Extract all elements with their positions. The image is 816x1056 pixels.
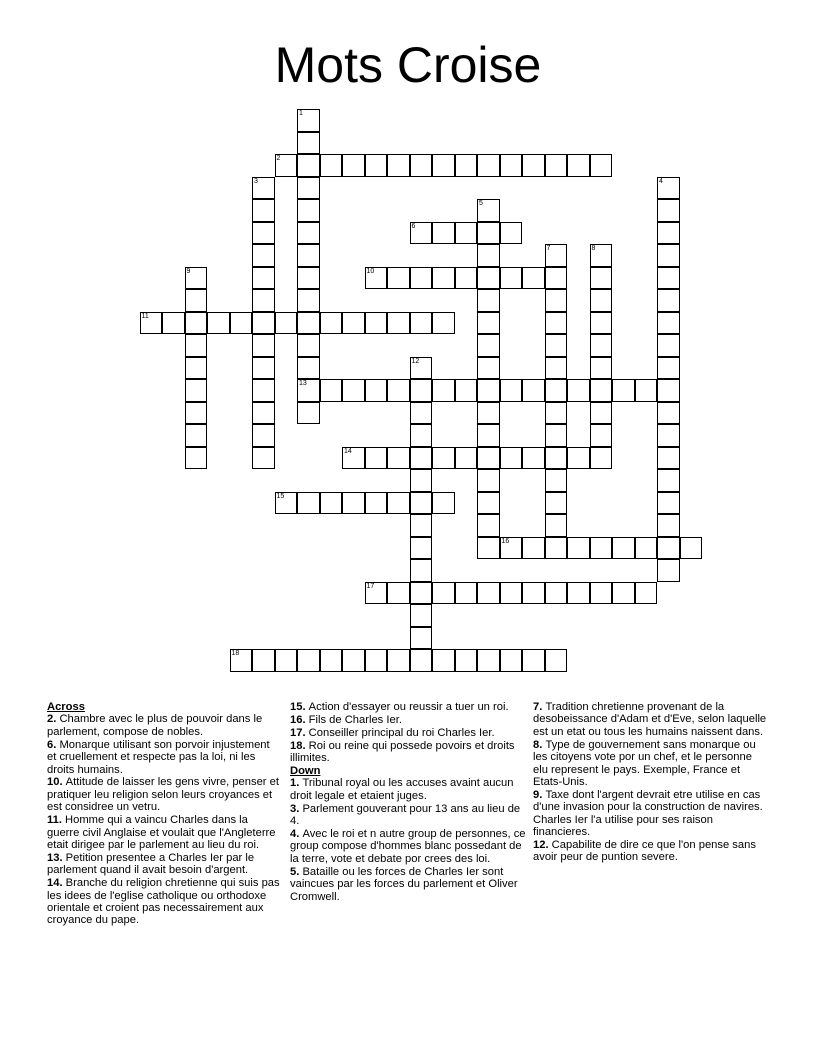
grid-cell[interactable] xyxy=(410,447,433,470)
grid-cell[interactable] xyxy=(657,334,680,357)
grid-cell[interactable] xyxy=(365,267,388,290)
grid-cell[interactable] xyxy=(657,289,680,312)
grid-cell[interactable] xyxy=(297,132,320,155)
grid-cell[interactable] xyxy=(500,154,523,177)
grid-cell[interactable] xyxy=(297,222,320,245)
grid-cell[interactable] xyxy=(522,582,545,605)
grid-cell[interactable] xyxy=(635,582,658,605)
grid-cell[interactable] xyxy=(680,537,703,560)
grid-cell[interactable] xyxy=(252,177,275,200)
grid-cell[interactable] xyxy=(297,199,320,222)
grid-cell[interactable] xyxy=(252,199,275,222)
grid-cell[interactable] xyxy=(252,267,275,290)
clue-number: 18. xyxy=(290,739,309,752)
grid-cell[interactable] xyxy=(410,402,433,425)
clue-text: Bataille ou les forces de Charles Ier sont vaincues par les forces du parlement et Oliver Cromwell. xyxy=(290,865,518,903)
clue-number: 10. xyxy=(47,776,66,789)
grid-cell[interactable] xyxy=(657,447,680,470)
cell-number: 2 xyxy=(276,155,281,162)
grid-cell[interactable] xyxy=(477,402,500,425)
grid-cell[interactable] xyxy=(455,649,478,672)
grid-cell[interactable] xyxy=(410,559,433,582)
grid-cell[interactable] xyxy=(455,379,478,402)
grid-cell[interactable] xyxy=(252,447,275,470)
grid-cell[interactable] xyxy=(567,379,590,402)
grid-cell[interactable] xyxy=(567,582,590,605)
grid-cell[interactable] xyxy=(590,334,613,357)
grid-cell[interactable] xyxy=(410,604,433,627)
grid-cell[interactable] xyxy=(410,379,433,402)
cell-number: 1 xyxy=(299,110,303,117)
grid-cell[interactable] xyxy=(185,379,208,402)
grid-cell[interactable] xyxy=(185,447,208,470)
clue-item xyxy=(47,739,281,776)
clue-number: 6. xyxy=(47,738,60,751)
grid-cell[interactable] xyxy=(657,469,680,492)
grid-cell[interactable] xyxy=(252,334,275,357)
grid-cell[interactable] xyxy=(410,154,433,177)
grid-cell[interactable] xyxy=(477,492,500,515)
grid-cell[interactable] xyxy=(590,379,613,402)
grid-cell[interactable] xyxy=(500,222,523,245)
grid-cell[interactable] xyxy=(657,514,680,537)
grid-cell[interactable] xyxy=(590,537,613,560)
grid-cell[interactable] xyxy=(545,379,568,402)
grid-cell[interactable] xyxy=(365,649,388,672)
grid-cell[interactable] xyxy=(477,199,500,222)
cell-number: 17 xyxy=(366,582,375,590)
clue-number: 12. xyxy=(533,838,552,851)
grid-cell[interactable] xyxy=(387,379,410,402)
clue-text: Branche du religion chretienne qui suis pas les idees de l'eglise catholique ou orthodoxe orientale et croient pas necessairement aux croyance du pape. xyxy=(47,877,280,927)
grid-cell[interactable] xyxy=(320,492,343,515)
grid-cell[interactable] xyxy=(477,244,500,267)
grid-cell[interactable] xyxy=(432,312,455,335)
grid-cell[interactable] xyxy=(657,379,680,402)
grid-cell[interactable] xyxy=(185,402,208,425)
grid-cell[interactable] xyxy=(612,582,635,605)
grid-cell[interactable] xyxy=(162,312,185,335)
grid-cell[interactable] xyxy=(275,649,298,672)
grid-cell[interactable] xyxy=(522,537,545,560)
grid-cell[interactable] xyxy=(365,492,388,515)
grid-cell[interactable] xyxy=(500,379,523,402)
grid-cell[interactable] xyxy=(432,267,455,290)
grid-cell[interactable] xyxy=(590,402,613,425)
grid-cell[interactable] xyxy=(297,334,320,357)
grid-cell[interactable] xyxy=(455,447,478,470)
clue-item xyxy=(533,789,769,839)
grid-cell[interactable] xyxy=(657,177,680,200)
cell-number: 9 xyxy=(186,267,191,275)
grid-cell[interactable] xyxy=(387,649,410,672)
grid-cell[interactable] xyxy=(477,154,500,177)
grid-cell[interactable] xyxy=(657,537,680,560)
grid-cell[interactable] xyxy=(410,514,433,537)
grid-cell[interactable] xyxy=(500,447,523,470)
grid-cell[interactable] xyxy=(410,649,433,672)
grid-cell[interactable] xyxy=(432,154,455,177)
grid-cell[interactable] xyxy=(387,312,410,335)
grid-cell[interactable] xyxy=(320,649,343,672)
clues-column-2 xyxy=(290,701,528,904)
clue-text: Attitude de laisser les gens vivre, penser et pratiquer leu religion selon leurs croyances et est considree un vetru. xyxy=(47,776,279,814)
grid-cell[interactable] xyxy=(657,492,680,515)
cell-number: 8 xyxy=(591,245,596,252)
grid-cell[interactable] xyxy=(252,649,275,672)
clue-item xyxy=(290,701,528,713)
grid-cell[interactable] xyxy=(432,222,455,245)
grid-cell[interactable] xyxy=(657,267,680,290)
clue-item xyxy=(47,713,281,738)
clue-number: 14. xyxy=(47,877,66,890)
grid-cell[interactable] xyxy=(410,424,433,447)
clue-item xyxy=(47,776,281,813)
grid-cell[interactable] xyxy=(545,582,568,605)
grid-cell[interactable] xyxy=(410,537,433,560)
grid-cell[interactable] xyxy=(500,267,523,290)
grid-cell[interactable] xyxy=(522,447,545,470)
grid-cell[interactable] xyxy=(387,447,410,470)
grid-cell[interactable] xyxy=(275,312,298,335)
grid-cell[interactable] xyxy=(590,582,613,605)
clue-number: 9. xyxy=(533,788,546,801)
grid-cell[interactable] xyxy=(342,154,365,177)
down-heading: Down xyxy=(290,765,321,778)
grid-cell[interactable] xyxy=(387,267,410,290)
grid-cell[interactable] xyxy=(477,424,500,447)
grid-cell[interactable] xyxy=(410,582,433,605)
grid-cell[interactable] xyxy=(252,357,275,380)
grid-cell[interactable] xyxy=(252,379,275,402)
grid-cell[interactable] xyxy=(410,312,433,335)
clue-number: 7. xyxy=(533,701,546,713)
grid-cell[interactable] xyxy=(297,649,320,672)
grid-cell[interactable] xyxy=(567,537,590,560)
grid-cell[interactable] xyxy=(342,492,365,515)
cell-number: 4 xyxy=(659,177,663,185)
grid-cell[interactable] xyxy=(545,312,568,335)
clue-number: 17. xyxy=(290,726,309,739)
grid-cell[interactable] xyxy=(500,649,523,672)
grid-cell[interactable] xyxy=(297,492,320,515)
clue-text: Avec le roi et n autre group de personnes, ce group compose d'hommes blanc possedant de la terre, vote et debate por crees des loi. xyxy=(290,828,526,865)
clue-number: 3. xyxy=(290,802,303,815)
grid-cell[interactable] xyxy=(297,312,320,335)
clue-text: Conseiller principal du roi Charles Ier. xyxy=(308,726,495,739)
cell-number: 12 xyxy=(411,357,420,365)
clue-item xyxy=(290,777,528,802)
grid-cell[interactable] xyxy=(657,222,680,245)
grid-cell[interactable] xyxy=(297,379,320,402)
grid-cell[interactable] xyxy=(590,357,613,380)
grid-cell[interactable] xyxy=(545,514,568,537)
grid-cell[interactable] xyxy=(297,289,320,312)
clue-item xyxy=(290,803,528,828)
page-title: Mots Croise xyxy=(274,37,542,93)
grid-cell[interactable] xyxy=(297,244,320,267)
cell-number: 5 xyxy=(479,200,483,207)
clue-item xyxy=(47,852,281,877)
clue-number: 15. xyxy=(290,701,309,713)
grid-cell[interactable] xyxy=(342,447,365,470)
grid-cell[interactable] xyxy=(252,402,275,425)
clues-column-3 xyxy=(533,701,769,864)
cell-number: 18 xyxy=(231,650,240,657)
grid-cell[interactable] xyxy=(410,222,433,245)
clue-item xyxy=(290,866,528,903)
clue-item xyxy=(290,828,528,865)
grid-cell[interactable] xyxy=(477,357,500,380)
grid-cell[interactable] xyxy=(410,357,433,380)
grid-cell[interactable] xyxy=(657,199,680,222)
grid-cell[interactable] xyxy=(477,514,500,537)
grid-cell[interactable] xyxy=(657,244,680,267)
grid-cell[interactable] xyxy=(252,222,275,245)
clues-column-1 xyxy=(47,701,281,927)
grid-cell[interactable] xyxy=(230,312,253,335)
cell-number: 16 xyxy=(501,537,510,545)
clue-text: Chambre avec le plus de pouvoir dans le parlement, compose de nobles. xyxy=(47,713,263,738)
grid-cell[interactable] xyxy=(432,379,455,402)
clue-item xyxy=(47,877,281,927)
grid-cell[interactable] xyxy=(522,649,545,672)
grid-cell[interactable] xyxy=(545,289,568,312)
grid-cell[interactable] xyxy=(590,312,613,335)
grid-cell[interactable] xyxy=(185,312,208,335)
grid-cell[interactable] xyxy=(590,424,613,447)
grid-cell[interactable] xyxy=(545,469,568,492)
grid-cell[interactable] xyxy=(320,154,343,177)
grid-cell[interactable] xyxy=(432,492,455,515)
grid-cell[interactable] xyxy=(275,154,298,177)
cell-number: 15 xyxy=(276,492,285,500)
grid-cell[interactable] xyxy=(500,582,523,605)
grid-cell[interactable] xyxy=(455,267,478,290)
grid-cell[interactable] xyxy=(590,154,613,177)
grid-cell[interactable] xyxy=(545,447,568,470)
grid-cell[interactable] xyxy=(477,447,500,470)
grid-cell[interactable] xyxy=(410,492,433,515)
grid-cell[interactable] xyxy=(545,649,568,672)
clue-text: Homme qui a vaincu Charles dans la guerre civil Anglaise et voulait que l'Angleterre etait dirigee par le parlement au lieu du roi. xyxy=(47,814,276,851)
clue-text: Capabilite de dire ce que l'on pense sans avoir peur de puntion severe. xyxy=(533,838,756,864)
clue-number: 5. xyxy=(290,865,303,878)
grid-cell[interactable] xyxy=(477,379,500,402)
grid-cell[interactable] xyxy=(365,154,388,177)
grid-cell[interactable] xyxy=(320,312,343,335)
grid-cell[interactable] xyxy=(612,537,635,560)
grid-cell[interactable] xyxy=(477,649,500,672)
clue-item xyxy=(290,740,528,765)
clue-text: Tradition chretienne provenant de la desobeissance d'Adam et d'Eve, selon laquelle est un etat ou tous les humains naissent dans. xyxy=(533,701,767,738)
grid-cell[interactable] xyxy=(297,154,320,177)
grid-cell[interactable] xyxy=(410,267,433,290)
grid-cell[interactable] xyxy=(252,424,275,447)
grid-cell[interactable] xyxy=(365,312,388,335)
clue-item xyxy=(533,739,769,789)
grid-cell[interactable] xyxy=(455,154,478,177)
clue-number: 13. xyxy=(47,851,66,864)
grid-cell[interactable] xyxy=(477,334,500,357)
grid-cell[interactable] xyxy=(365,447,388,470)
grid-cell[interactable] xyxy=(455,222,478,245)
grid-cell[interactable] xyxy=(252,244,275,267)
grid-cell[interactable] xyxy=(590,244,613,267)
grid-cell[interactable] xyxy=(545,154,568,177)
grid-cell[interactable] xyxy=(545,402,568,425)
grid-cell[interactable] xyxy=(185,357,208,380)
grid-cell[interactable] xyxy=(477,222,500,245)
cell-number: 13 xyxy=(299,380,307,387)
clue-number: 1. xyxy=(290,777,303,790)
grid-cell[interactable] xyxy=(455,582,478,605)
grid-cell[interactable] xyxy=(477,582,500,605)
clue-text: Tribunal royal ou les accuses avaint aucun droit legale et etaient juges. xyxy=(290,777,514,802)
grid-cell[interactable] xyxy=(522,154,545,177)
clue-item xyxy=(533,839,769,864)
grid-cell[interactable] xyxy=(387,582,410,605)
grid-cell[interactable] xyxy=(410,627,433,650)
grid-cell[interactable] xyxy=(230,649,253,672)
clue-text: Type de gouvernement sans monarque ou les citoyens vote por un chef, et le personne elu represent le pays. Exemple, France et Etats-Unis. xyxy=(533,738,756,788)
clue-text: Roi ou reine qui possede povoirs et droits illimites. xyxy=(290,739,515,765)
grid-cell[interactable] xyxy=(297,267,320,290)
grid-cell[interactable] xyxy=(545,537,568,560)
grid-cell[interactable] xyxy=(432,582,455,605)
grid-cell[interactable] xyxy=(545,424,568,447)
grid-cell[interactable] xyxy=(567,447,590,470)
grid-cell[interactable] xyxy=(297,109,320,132)
grid-cell[interactable] xyxy=(140,312,163,335)
grid-cell[interactable] xyxy=(635,379,658,402)
clue-number: 2. xyxy=(47,713,60,726)
clue-number: 11. xyxy=(47,814,66,827)
grid-cell[interactable] xyxy=(342,312,365,335)
clue-number: 8. xyxy=(533,738,546,751)
grid-cell[interactable] xyxy=(657,357,680,380)
cell-number: 7 xyxy=(546,245,551,252)
grid-cell[interactable] xyxy=(297,357,320,380)
grid-cell[interactable] xyxy=(185,267,208,290)
grid-cell[interactable] xyxy=(590,267,613,290)
clue-number: 16. xyxy=(290,713,309,726)
grid-cell[interactable] xyxy=(252,312,275,335)
grid-cell[interactable] xyxy=(342,649,365,672)
grid-cell[interactable] xyxy=(185,334,208,357)
cell-number: 10 xyxy=(366,267,375,275)
grid-cell[interactable] xyxy=(477,537,500,560)
grid-cell[interactable] xyxy=(635,537,658,560)
cell-number: 3 xyxy=(254,177,258,185)
grid-cell[interactable] xyxy=(297,402,320,425)
grid-cell[interactable] xyxy=(297,177,320,200)
across-heading: Across xyxy=(47,701,85,713)
grid-cell[interactable] xyxy=(477,312,500,335)
clue-text: Action d'essayer ou reussir a tuer un roi. xyxy=(308,701,509,713)
clue-item xyxy=(290,727,528,739)
grid-cell[interactable] xyxy=(185,289,208,312)
grid-cell[interactable] xyxy=(657,559,680,582)
grid-cell[interactable] xyxy=(477,469,500,492)
grid-cell[interactable] xyxy=(590,289,613,312)
grid-cell[interactable] xyxy=(545,244,568,267)
grid-cell[interactable] xyxy=(500,537,523,560)
clue-number: 4. xyxy=(290,828,303,841)
grid-cell[interactable] xyxy=(387,492,410,515)
clue-text: Petition presentee a Charles Ier par le parlement quand il avait besoin d'argent. xyxy=(47,851,255,877)
grid-cell[interactable] xyxy=(477,267,500,290)
grid-cell[interactable] xyxy=(657,424,680,447)
grid-cell[interactable] xyxy=(432,447,455,470)
grid-cell[interactable] xyxy=(522,267,545,290)
grid-cell[interactable] xyxy=(275,492,298,515)
grid-cell[interactable] xyxy=(252,289,275,312)
grid-cell[interactable] xyxy=(410,469,433,492)
grid-cell[interactable] xyxy=(477,289,500,312)
clue-text: Monarque utilisant son porvoir injustement et cruellement et respecte pas la loi, ni les droits humains. xyxy=(47,738,270,776)
clue-item xyxy=(533,701,769,738)
cell-number: 6 xyxy=(411,222,416,230)
grid-cell[interactable] xyxy=(342,379,365,402)
grid-cell[interactable] xyxy=(612,379,635,402)
cell-number: 14 xyxy=(344,447,352,455)
grid-cell[interactable] xyxy=(387,154,410,177)
grid-cell[interactable] xyxy=(567,154,590,177)
clue-text: Fils de Charles Ier. xyxy=(308,713,402,726)
grid-cell[interactable] xyxy=(207,312,230,335)
grid-cell[interactable] xyxy=(657,402,680,425)
grid-cell[interactable] xyxy=(365,379,388,402)
grid-cell[interactable] xyxy=(320,379,343,402)
grid-cell[interactable] xyxy=(545,334,568,357)
grid-cell[interactable] xyxy=(657,312,680,335)
grid-cell[interactable] xyxy=(365,582,388,605)
clue-text: Parlement gouverant pour 13 ans au lieu de 4. xyxy=(290,802,521,828)
grid-cell[interactable] xyxy=(432,649,455,672)
grid-cell[interactable] xyxy=(590,447,613,470)
cell-number: 11 xyxy=(141,312,149,320)
grid-cell[interactable] xyxy=(545,492,568,515)
clue-item xyxy=(47,814,281,851)
clue-text: Taxe dont l'argent devrait etre utilise en cas d'une invasion pour la construction de navires. Charles Ier l'a utilise pour ses raison financieres. xyxy=(533,788,763,839)
grid-cell[interactable] xyxy=(545,357,568,380)
grid-cell[interactable] xyxy=(545,267,568,290)
grid-cell[interactable] xyxy=(185,424,208,447)
clue-item xyxy=(290,714,528,726)
grid-cell[interactable] xyxy=(522,379,545,402)
